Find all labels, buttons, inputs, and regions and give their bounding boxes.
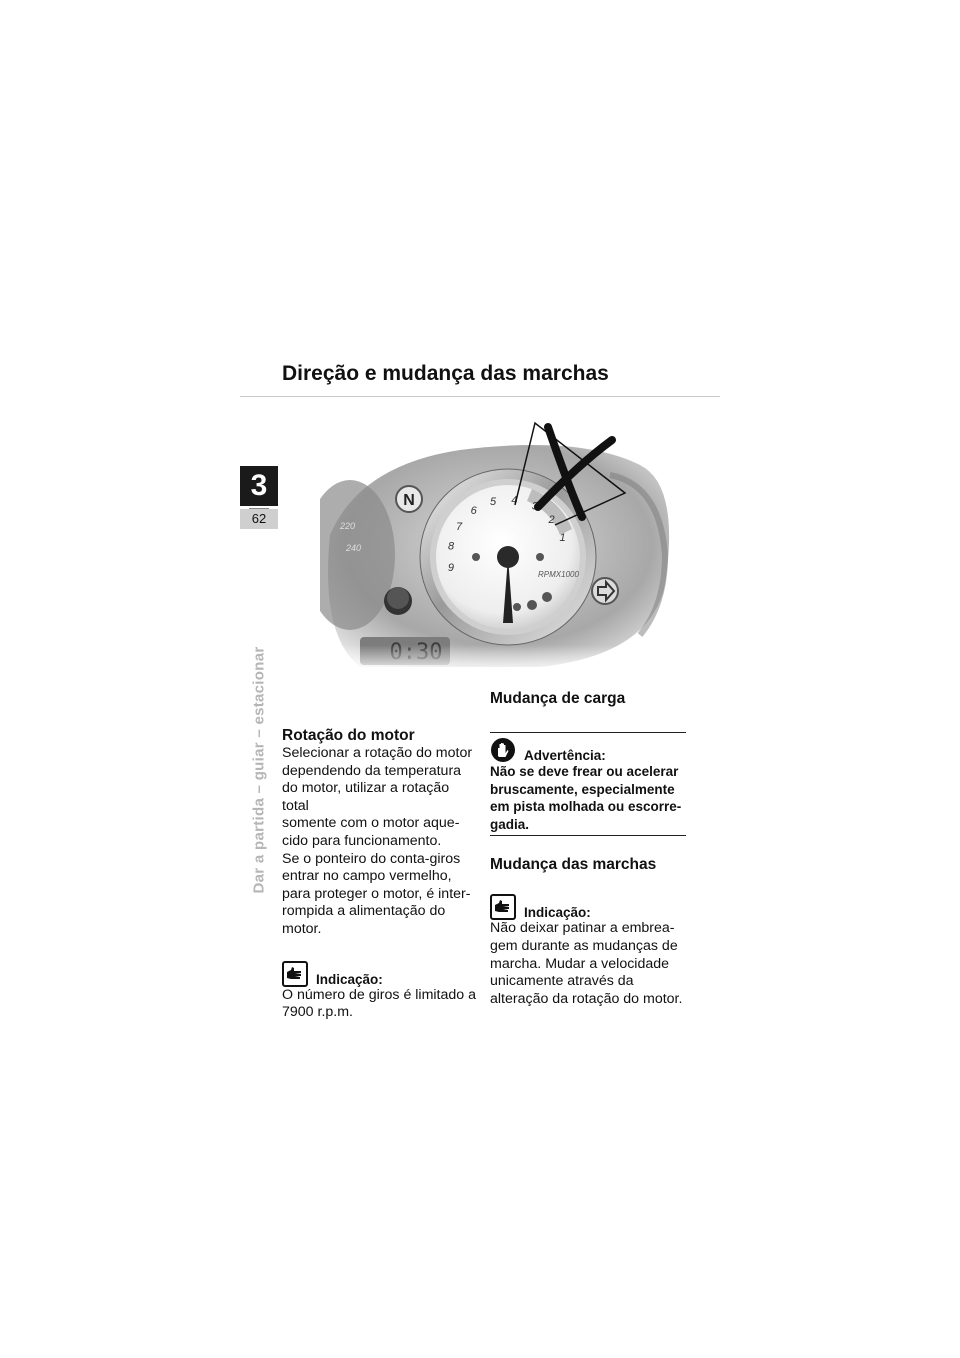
page-title: Direção e mudança das marchas [282, 362, 609, 385]
body-line: do motor, utilizar a rotação total [282, 780, 450, 814]
engine-speed-heading: Rotação do motor [282, 727, 415, 744]
warning-header [490, 737, 686, 763]
note-line: gem durante as mudanças de [490, 937, 678, 954]
note-hand-icon [490, 894, 516, 920]
warning-line: Não se deve frear ou acelerar [490, 764, 679, 779]
body-line: motor. [282, 920, 322, 937]
warning-hand-icon [490, 737, 516, 763]
note-line: Não deixar patinar a embrea- [490, 920, 675, 937]
note-header [282, 961, 478, 987]
load-change-section [490, 690, 686, 1008]
speedo-label-240: 240 [346, 543, 362, 553]
title-divider [240, 396, 720, 397]
tachometer-photo [320, 405, 720, 675]
tach-number-3: 3 [531, 500, 538, 513]
warning-label: Advertência: [524, 748, 606, 763]
note-line: marcha. Mudar a velocidade [490, 955, 670, 972]
note-line: unicamente através da [490, 973, 634, 990]
note-line: O número de giros é limitado a [282, 986, 476, 1003]
note-line: alteração da rotação do motor. [490, 990, 683, 1007]
warning-line: bruscamente, especialmente [490, 781, 675, 797]
note-body [490, 920, 686, 1008]
chapter-side-label: Dar a partida – guiar – estacionar [250, 646, 268, 894]
tach-number-8: 8 [448, 540, 455, 553]
chapter-number-tab: 3 [240, 466, 278, 506]
tach-number-2: 2 [548, 513, 555, 526]
note-header [490, 894, 686, 920]
note-line: 7900 r.p.m. [282, 1004, 353, 1021]
engine-speed-body [282, 745, 478, 939]
body-line: Selecionar a rotação do motor [282, 745, 473, 761]
body-line: dependendo da temperatura [282, 762, 462, 779]
warning-line: em pista molhada ou escorre- [490, 799, 682, 815]
note-body [282, 987, 478, 1022]
page-number: 62 [240, 509, 278, 529]
tach-number-6: 6 [470, 505, 477, 518]
warning-box [490, 732, 686, 836]
body-line: somente com o motor aque- [282, 815, 460, 832]
note-label: Indicação: [316, 971, 383, 987]
tach-number-9: 9 [447, 562, 454, 575]
gear-change-heading: Mudança das marchas [490, 856, 657, 874]
neutral-indicator-label: N [403, 492, 415, 509]
body-line: rompida a alimentação do [282, 903, 446, 920]
body-line: cido para funcionamento. [282, 832, 442, 849]
tach-unit-label: RPMX1000 [538, 570, 579, 579]
engine-speed-section [282, 727, 478, 1022]
warning-body [490, 763, 686, 833]
body-line: para proteger o motor, é inter- [282, 885, 471, 902]
warning-line: gadia. [490, 816, 530, 832]
tach-number-5: 5 [489, 496, 497, 508]
tach-number-7: 7 [456, 520, 463, 533]
tach-number-4: 4 [511, 494, 518, 507]
load-change-heading: Mudança de carga [490, 690, 626, 707]
body-line: entrar no campo vermelho, [282, 868, 452, 885]
tach-number-1: 1 [559, 532, 566, 545]
speedo-label-220: 220 [340, 521, 356, 531]
body-line: Se o ponteiro do conta-giros [282, 850, 461, 867]
note-hand-icon [282, 961, 308, 987]
note-label: Indicação: [524, 905, 591, 921]
